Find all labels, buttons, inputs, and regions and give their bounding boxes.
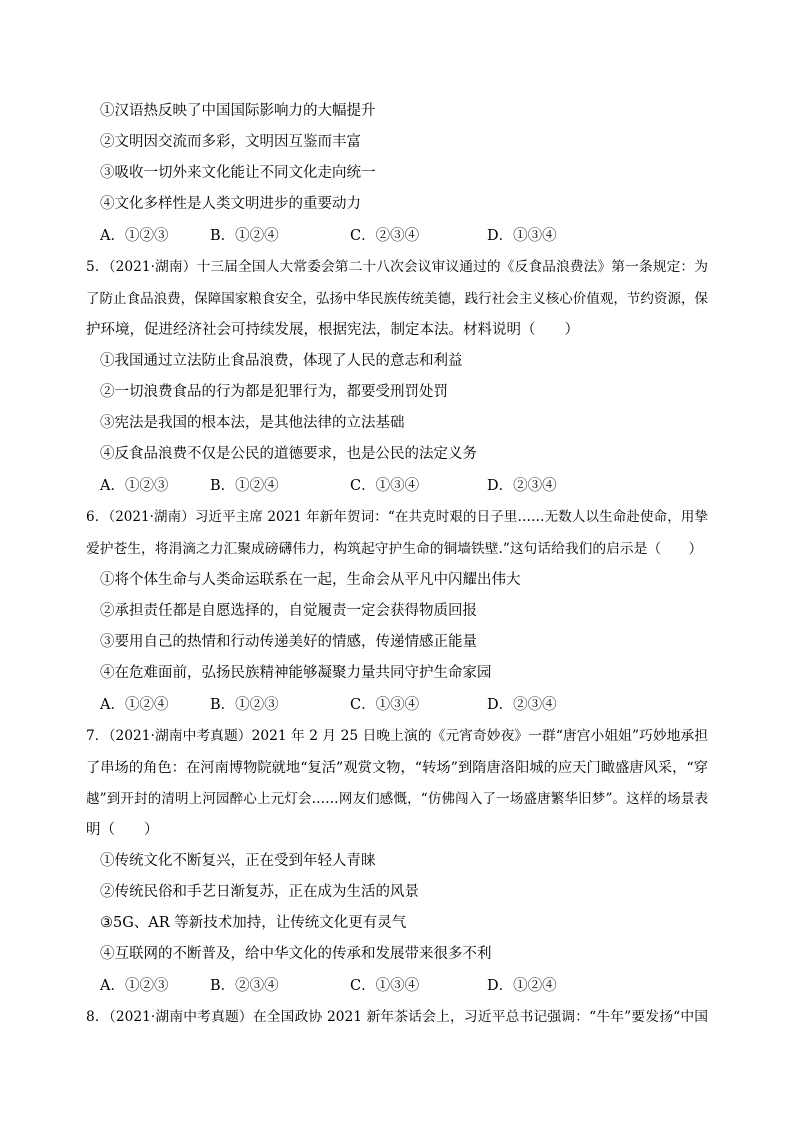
q7-item-2: ②传统民俗和手艺日渐复苏，正在成为生活的风景: [100, 884, 419, 900]
q5-item-2: ②一切浪费食品的行为都是犯罪行为，都要受刑罚处罚: [100, 384, 448, 400]
q6-option-a: A．①②④: [100, 697, 169, 713]
q4-option-d: D．①③④: [487, 228, 557, 244]
q4-option-a: A．①②③: [100, 228, 169, 244]
q6-item-2: ②承担责任都是自愿选择的，自觉履责一定会获得物质回报: [100, 603, 477, 619]
q7-option-c: C．①③④: [350, 978, 420, 994]
q4-option-c: C．②③④: [350, 228, 420, 244]
q7-option-b: B．②③④: [210, 978, 279, 994]
q5-stem-line-2: 了防止食品浪费，保障国家粮食安全，弘扬中华民族传统美德，践行社会主义核心价值观，节约资源，保: [86, 291, 708, 307]
q7-item-1: ①传统文化不断复兴，正在受到年轻人青睐: [100, 853, 376, 869]
q4-item-3: ③吸收一切外来文化能让不同文化走向统一: [100, 165, 376, 181]
q4-item-2: ②文明因交流而多彩，文明因互鉴而丰富: [100, 134, 361, 150]
q6-option-b: B．①②③: [210, 697, 279, 713]
q4-item-1: ①汉语热反映了中国国际影响力的大幅提升: [100, 103, 376, 119]
q4-option-b: B．①②④: [210, 228, 279, 244]
q6-item-3: ③要用自己的热情和行动传递美好的情感，传递情感正能量: [100, 634, 477, 650]
q5-option-c: C．①③④: [350, 478, 420, 494]
q7-stem-line-1: 7．（2021·湖南中考真题）2021 年 2 月 25 日晚上演的《元宵奇妙夜》一群“唐宫小姐姐”巧妙地承担: [86, 728, 708, 744]
q6-stem-line-2: 爱护苍生，将涓滴之力汇聚成磅礴伟力，构筑起守护生命的铜墙铁壁.”这句话给我们的启示是（ ）: [86, 541, 703, 557]
q5-item-3: ③宪法是我国的根本法，是其他法律的立法基础: [100, 415, 405, 431]
q5-option-d: D．②③④: [487, 478, 557, 494]
q6-stem-line-1: 6．（2021·湖南）习近平主席 2021 年新年贺词：“在共克时艰的日子里……无数人以生命赴使命，用挚: [86, 509, 708, 525]
q6-option-c: C．①③④: [350, 697, 420, 713]
q5-item-1: ①我国通过立法防止食品浪费，体现了人民的意志和利益: [100, 353, 463, 369]
q5-stem-line-1: 5．（2021·湖南）十三届全国人大常委会第二十八次会议审议通过的《反食品浪费法》第一条规定：为: [86, 259, 708, 275]
q4-item-4: ④文化多样性是人类文明进步的重要动力: [100, 196, 361, 212]
q7-stem-line-4: 明（ ）: [86, 822, 159, 838]
q7-option-d: D．①②④: [487, 978, 557, 994]
q7-option-a: A．①②③: [100, 978, 169, 994]
q5-option-b: B．①②④: [210, 478, 279, 494]
q7-stem-line-2: 了串场的角色：在河南博物院就地“复活”观赏文物，“转场”到隋唐洛阳城的应天门瞰盛唐风采，“穿: [86, 760, 708, 776]
q6-option-d: D．②③④: [487, 697, 557, 713]
q8-stem-line-1: 8．（2021·湖南中考真题）在全国政协 2021 新年茶话会上，习近平总书记强调：“牛年”要发扬“中国: [86, 1009, 708, 1025]
q5-stem-line-3: 护环境，促进经济社会可持续发展，根据宪法，制定本法。材料说明（ ）: [86, 322, 579, 338]
q7-stem-line-3: 越”到开封的清明上河园醉心上元灯会……网友们感慨，“仿佛闯入了一场盛唐繁华旧梦”。这样的场景表: [86, 791, 708, 807]
q7-item-3: ③5G、AR 等新技术加持，让传统文化更有灵气: [100, 915, 407, 931]
q5-option-a: A．①②③: [100, 478, 169, 494]
q6-item-4: ④在危难面前，弘扬民族精神能够凝聚力量共同守护生命家园: [100, 665, 492, 681]
q5-item-4: ④反食品浪费不仅是公民的道德要求，也是公民的法定义务: [100, 446, 477, 462]
q7-item-4: ④互联网的不断普及，给中华文化的传承和发展带来很多不利: [100, 946, 492, 962]
q6-item-1: ①将个体生命与人类命运联系在一起，生命会从平凡中闪耀出伟大: [100, 572, 521, 588]
